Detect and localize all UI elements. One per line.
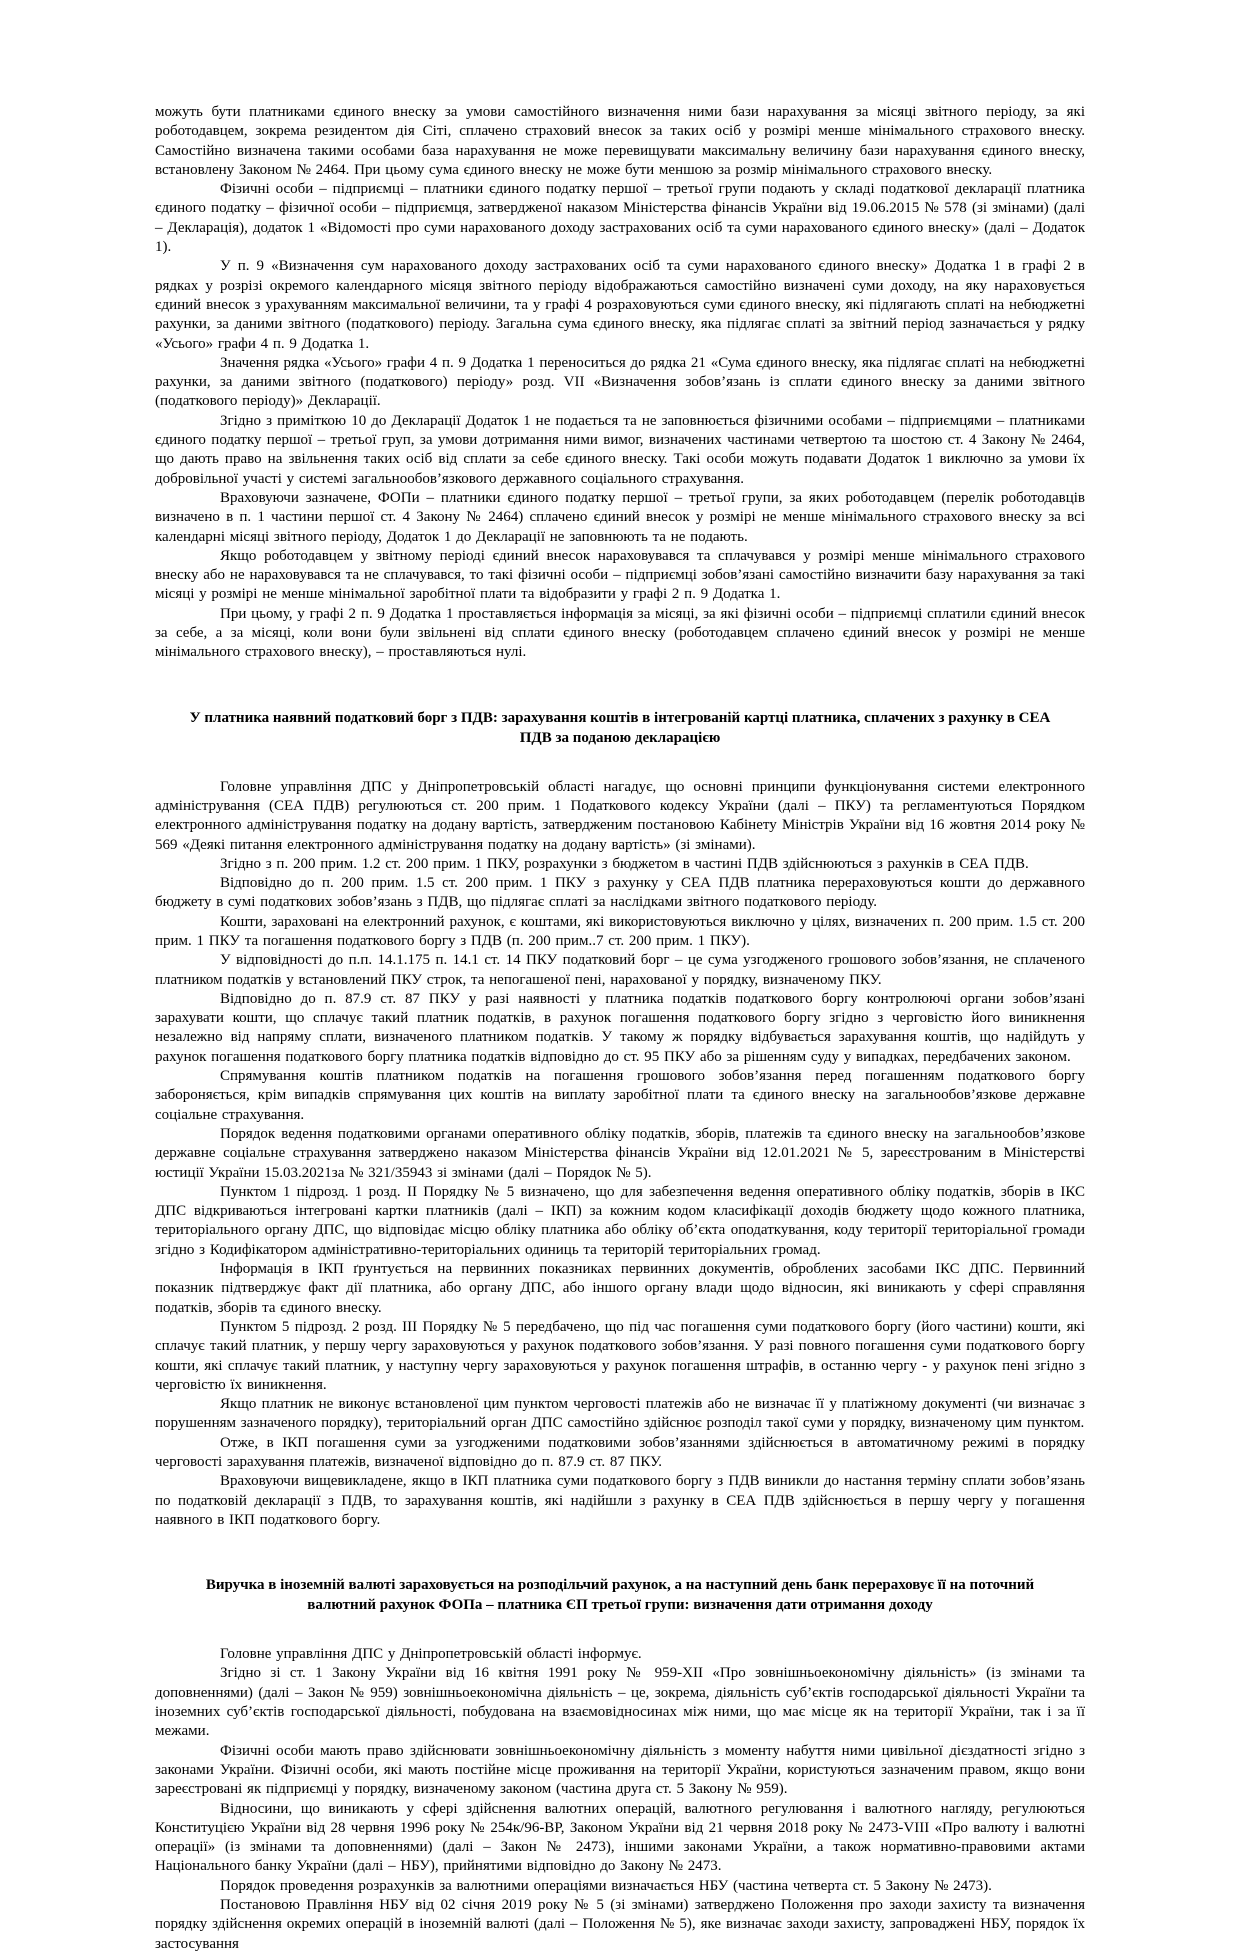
paragraph: Згідно з приміткою 10 до Декларації Додаток 1 не подається та не заповнюється фізичними особами – підприємцями – платниками єдиного податку першої – третьої груп, за умови дотримання ними вимог, визначених частинами четвертою та шостою ст. 4 Закону № 2464, що дають право на звільнення таких осіб від сплати за себе єдиного внеску. Такі особи можуть подавати Додаток 1 виключно за умови їх добровільної участі у системі загальнообов’язкового державного соціального страхування. xyxy=(155,412,1085,487)
paragraph: Згідно з п. 200 прим. 1.2 ст. 200 прим. 1 ПКУ, розрахунки з бюджетом в частині ПДВ здійснюються з рахунків в СЕА ПДВ. xyxy=(220,855,1029,872)
paragraph: можуть бути платниками єдиного внеску за умови самостійного визначення ними бази нарахування за місяці звітного періоду, за які роботодавцем, зокрема резидентом дія Сіті, сплачено страховий внесок за таких осіб у розмірі менше мінімального страхового внеску. Самостійно визначена такими особами база нарахування не може перевищувати максимальну величину бази нарахування єдиного внеску, встановлену Законом № 2464. При цьому сума єдиного внеску не може бути меншою за розмір мінімального страхового внеску. xyxy=(155,104,1085,178)
paragraph: Спрямування коштів платником податків на погашення грошового зобов’язання перед погашенням податкового боргу забороняється, крім випадків спрямування цих коштів на виплату заробітної плати та єдиного внеску на загальнообов’язкове державне соціальне страхування. xyxy=(155,1068,1085,1123)
paragraph: Значення рядка «Усього» графи 4 п. 9 Додатка 1 переноситься до рядка 21 «Сума єдиного внеску, яка підлягає сплаті на небюджетні рахунки, за даними звітного (податкового) періоду» розд. VII «Визначення зобов’язань із сплати єдиного внеску за даними звітного (податкового періоду)» Декларації. xyxy=(155,354,1085,410)
paragraph: При цьому, у графі 2 п. 9 Додатка 1 проставляється інформація за місяці, за які фізичні особи – підприємці сплатили єдиний внесок за себе, а за місяці, коли вони були звільнені від сплати єдиного внеску (роботодавцем сплачено єдиний внесок у розмірі не менше мінімального страхового внеску), – проставляються нулі. xyxy=(155,605,1085,661)
paragraph: Головне управління ДПС у Дніпропетровській області нагадує, що основні принципи функціонування системи електронного адміністрування (СЕА ПДВ) регулюються ст. 200 прим. 1 Податкового кодексу України (далі – ПКУ) та регламентуються Порядком електронного адміністрування податку на додану вартість, затвердженим постановою Кабінету Міністрів України від 16 жовтня 2014 року № 569 «Деякі питання електронного адміністрування податку на додану вартість» (зі змінами). xyxy=(155,778,1085,853)
paragraph: Порядок проведення розрахунків за валютними операціями визначається НБУ (частина четверта ст. 5 Закону № 2473). xyxy=(220,1877,992,1894)
section-single-contribution xyxy=(155,103,1085,663)
paragraph: Відповідно до п. 200 прим. 1.5 ст. 200 прим. 1 ПКУ з рахунку у СЕА ПДВ платника перераховуються кошти до державного бюджету в сумі податкових зобов’язань з ПДВ, що підлягає сплаті за наслідками звітного податкового періоду. xyxy=(155,875,1085,911)
paragraph: Якщо платник не виконує встановленої цим пунктом черговості платежів або не визначає її у платіжному документі (чи визначає з порушенням зазначеного порядку), територіальний орган ДПС самостійно здійснює розподіл такої суми у порядку, визначеному цим пунктом. xyxy=(155,1396,1085,1432)
paragraph: Враховуючи зазначене, ФОПи – платники єдиного податку першої – третьої групи, за яких роботодавцем (перелік роботодавців визначено в п. 1 частини першої ст. 4 Закону № 2464) сплачено єдиний внесок у розмірі не менше мінімального страхового внеску за всі календарні місяці звітного періоду, Додаток 1 до Декларації не заповнюють та не подають. xyxy=(155,489,1085,545)
paragraph: Пунктом 5 підрозд. 2 розд. III Порядку № 5 передбачено, що під час погашення суми податкового боргу (його частини) кошти, які сплачує такий платник, у першу чергу зараховуються у рахунок податкового зобов’язання. У разі повного погашення суми податкового боргу кошти, які сплачує такий платник, у наступну чергу зараховуються у рахунок погашення штрафів, в останню чергу - у рахунок пені згідно з черговістю їх виникнення. xyxy=(155,1318,1085,1393)
paragraph: Фізичні особи мають право здійснювати зовнішньоекономічну діяльність з моменту набуття ними цивільної дієздатності згідно з законами України. Фізичні особи, які мають постійне місце проживання на території України, користуються зазначеним правом, якщо вони зареєстровані як підприємці у порядку, визначеному законом (частина друга ст. 5 Закону № 959). xyxy=(155,1742,1085,1798)
paragraph: У відповідності до п.п. 14.1.175 п. 14.1 ст. 14 ПКУ податковий борг – це сума узгодженого грошового зобов’язання, не сплаченого платником податків у встановлений ПКУ строк, та непогашеної пені, нарахованої у порядку, визначеному ПКУ. xyxy=(155,952,1085,988)
section-foreign-currency-revenue xyxy=(155,1575,1085,1954)
paragraph: Фізичні особи – підприємці – платники єдиного податку першої – третьої групи подають у складі податкової декларації платника єдиного податку – фізичної особи – підприємця, затвердженої наказом Міністерства фінансів України від 19.06.2015 № 578 (зі змінами) (далі – Декларація), додаток 1 «Відомості про суми нарахованого доходу застрахованих осіб та суми нарахованого єдиного внеску» (далі – Додаток 1). xyxy=(155,181,1085,256)
section-heading: Виручка в іноземній валюті зараховується на розподільчий рахунок, а на наступний день банк перераховує її на поточний валютний рахунок ФОПа – платника ЄП третьої групи: визначення дати отримання доходу xyxy=(205,1577,1035,1614)
section-heading: У платника наявний податковий борг з ПДВ: зарахування коштів в інтегрованій картці платника, сплачених з рахунку в СЕА ПДВ за поданою декларацією xyxy=(189,709,1051,746)
paragraph: Кошти, зараховані на електронний рахунок, є коштами, які використовуються виключно у цілях, визначених п. 200 прим. 1.5 ст. 200 прим. 1 ПКУ та погашення податкового боргу з ПДВ (п. 200 прим..7 ст. 200 прим. 1 ПКУ). xyxy=(155,913,1085,949)
paragraph: Відповідно до п. 87.9 ст. 87 ПКУ у разі наявності у платника податків податкового боргу контролюючі органи зобов’язані зарахувати кошти, що сплачує такий платник податків, в рахунок погашення податкового боргу згідно з черговістю його виникнення незалежно від напряму сплати, визначеного платником податків. У такому ж порядку відбувається зарахування коштів, що надійдуть у рахунок погашення податкового боргу платника податків відповідно до ст. 95 ПКУ або за рішенням суду у випадках, передбачених законом. xyxy=(155,990,1085,1065)
paragraph: Якщо роботодавцем у звітному періоді єдиний внесок нараховувався та сплачувався у розмірі менше мінімального страхового внеску або не нараховувався та не сплачувався, то такі фізичні особи – підприємці зобов’язані самостійно визначити базу нарахування за такі місяці у розмірі не менше мінімальної заробітної плати та відобразити у графі 2 п. 9 Додатка 1. xyxy=(155,547,1085,603)
paragraph: У п. 9 «Визначення сум нарахованого доходу застрахованих осіб та суми нарахованого єдиного внеску» Додатка 1 в графі 2 в рядках у розрізі окремого календарного місяця звітного періоду відображаються самостійно визначені суми доходу, на яку нараховується єдиний внесок з урахуванням максимальної величини, та у графі 4 розраховуються суми єдиного внеску, які підлягають сплаті на небюджетні рахунки, за даними звітного (податкового) періоду. Загальна сума єдиного внеску, яка підлягає сплаті за звітний період зазначається у рядку «Усього» графи 4 п. 9 Додатка 1. xyxy=(155,258,1085,352)
paragraph: Головне управління ДПС у Дніпропетровській області інформує. xyxy=(220,1646,642,1663)
paragraph: Згідно зі ст. 1 Закону України від 16 квітня 1991 року № 959-XII «Про зовнішньоекономічну діяльність» (із змінами та доповненнями) (далі – Закон № 959) зовнішньоекономічна діяльність – це, зокрема, діяльність суб’єктів господарської діяльності України та іноземних суб’єктів господарської діяльності, побудована на взаємовідносинах між ними, що має місце як на території України, так і за її межами. xyxy=(155,1665,1085,1740)
paragraph: Пунктом 1 підрозд. 1 розд. II Порядку № 5 визначено, що для забезпечення ведення оперативного обліку податків, зборів в ІКС ДПС відкриваються інтегровані картки платників (далі – ІКП) за кожним кодом класифікації доходів бюджету щодо кожного платника, територіального органу ДПС, що відповідає місцю обліку платника або обліку об’єкта оподаткування, коду території територіальної громади згідно з Кодифікатором адміністративно-територіальних одиниць та територій територіальних громад. xyxy=(155,1183,1085,1258)
section-vat-tax-debt xyxy=(155,708,1085,1531)
paragraph: Постановою Правління НБУ від 02 січня 2019 року № 5 (зі змінами) затверджено Положення про заходи захисту та визначення порядку здійснення окремих операцій в іноземній валюті (далі – Положення № 5), яке визначає заходи захисту, запроваджені НБУ, порядок їх застосування xyxy=(155,1897,1085,1952)
paragraph: Відносини, що виникають у сфері здійснення валютних операцій, валютного регулювання і валютного нагляду, регулюються Конституцією України від 28 червня 1996 року № 254к/96-ВР, Законом України від 21 червня 2018 року № 2473-VIII «Про валюту і валютні операції» (із змінами та доповненнями) (далі – Закон № 2473), іншими законами України, а також нормативно-правовими актами Національного банку України (далі – НБУ), прийнятими відповідно до Закону № 2473. xyxy=(155,1800,1085,1875)
paragraph: Отже, в ІКП погашення суми за узгодженими податковими зобов’язаннями здійснюється в автоматичному режимі в порядку черговості зарахування платежів, визначеної відповідно до п. 87.9 ст. 87 ПКУ. xyxy=(155,1434,1085,1470)
paragraph: Інформація в ІКП ґрунтується на первинних показниках первинних документів, оброблених засобами ІКС ДПС. Первинний показник підтверджує факт дії платника, або органу ДПС, або іншого органу влади щодо відносин, які виникають у сфері справляння податків, зборів та єдиного внеску. xyxy=(155,1261,1085,1316)
paragraph: Порядок ведення податковими органами оперативного обліку податків, зборів, платежів та єдиного внеску на загальнообов’язкове державне соціальне страхування затверджено наказом Міністерства фінансів України від 12.01.2021 № 5, зареєстрованим в Міністерстві юстиції України 15.03.2021за № 321/35943 зі змінами (далі – Порядок № 5). xyxy=(155,1125,1085,1181)
paragraph: Враховуючи вищевикладене, якщо в ІКП платника суми податкового боргу з ПДВ виникли до настання терміну сплати зобов’язань по податковій декларації з ПДВ, то зарахування коштів, які надійшли з рахунку в СЕА ПДВ здійснюється в першу чергу у погашення наявного в ІКП податкового боргу. xyxy=(155,1473,1085,1528)
